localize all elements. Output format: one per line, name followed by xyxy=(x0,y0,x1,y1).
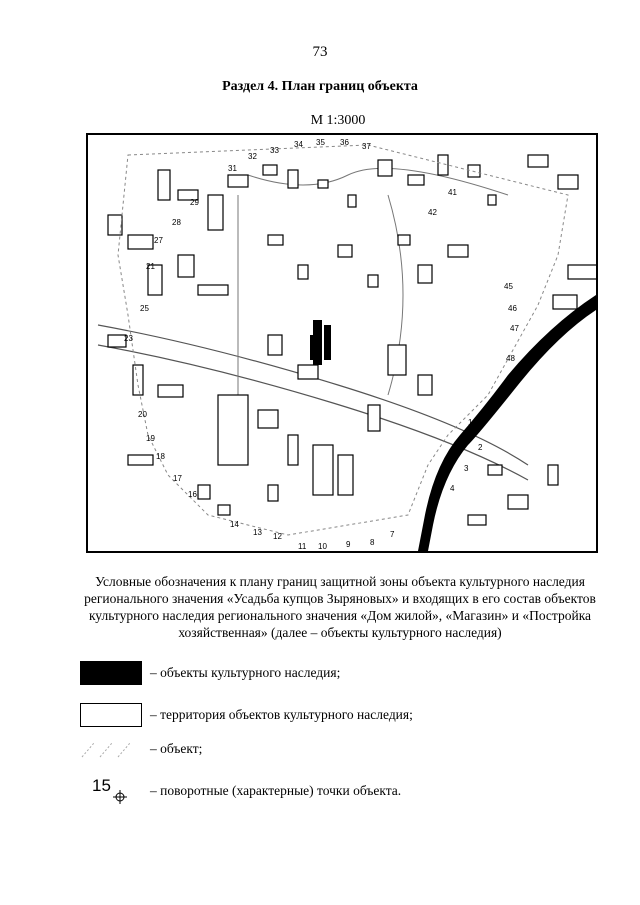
svg-text:45: 45 xyxy=(504,282,513,291)
boundary-plan-map xyxy=(86,133,598,553)
legend-title: Условные обозначения к плану границ защитной зоны объекта культурного наследия регионального значения «Усадьба купцов Зыряновых» и входящих в его состав объектов культурного наследия регионального значения «Дом жилой», «Магазин» и «Постройка хозяйственная» (далее – объекты культурного наследия) xyxy=(84,574,596,640)
svg-text:11: 11 xyxy=(298,542,307,551)
svg-text:25: 25 xyxy=(140,304,149,313)
svg-text:17: 17 xyxy=(173,474,182,483)
svg-text:42: 42 xyxy=(428,208,437,217)
svg-text:37: 37 xyxy=(362,142,371,151)
svg-text:21: 21 xyxy=(146,262,155,271)
legend-label: – объекты культурного наследия; xyxy=(150,665,341,680)
svg-text:27: 27 xyxy=(154,236,163,245)
svg-text:1: 1 xyxy=(468,418,473,427)
legend-label: – поворотные (характерные) точки объекта. xyxy=(150,783,402,798)
svg-text:47: 47 xyxy=(510,324,519,333)
black-swatch xyxy=(80,661,142,685)
svg-text:48: 48 xyxy=(506,354,515,363)
svg-text:34: 34 xyxy=(294,140,303,149)
svg-text:33: 33 xyxy=(270,146,279,155)
svg-text:23: 23 xyxy=(124,334,133,343)
svg-text:6: 6 xyxy=(426,510,431,519)
outlined-swatch xyxy=(80,703,142,727)
svg-text:28: 28 xyxy=(172,218,181,227)
svg-text:14: 14 xyxy=(230,520,239,529)
svg-text:12: 12 xyxy=(273,532,282,541)
buildings xyxy=(108,155,596,525)
svg-text:46: 46 xyxy=(508,304,517,313)
svg-text:35: 35 xyxy=(316,138,325,147)
dashed-boundary-swatch xyxy=(80,737,142,761)
legend-item-heritage-territory xyxy=(80,703,413,727)
svg-text:13: 13 xyxy=(253,528,262,537)
map-canvas xyxy=(88,135,596,551)
legend-label: – территория объектов культурного наследия; xyxy=(150,707,413,722)
svg-text:7: 7 xyxy=(390,530,395,539)
svg-text:29: 29 xyxy=(190,198,199,207)
svg-text:36: 36 xyxy=(340,138,349,147)
svg-text:41: 41 xyxy=(448,188,457,197)
svg-text:2: 2 xyxy=(478,443,483,452)
svg-text:20: 20 xyxy=(138,410,147,419)
turning-point-symbol xyxy=(80,778,142,804)
section-title: Раздел 4. План границ объекта xyxy=(222,79,418,94)
svg-text:3: 3 xyxy=(464,464,469,473)
svg-text:8: 8 xyxy=(370,538,375,547)
svg-text:4: 4 xyxy=(450,484,455,493)
svg-text:10: 10 xyxy=(318,542,327,551)
legend-item-turning-points xyxy=(80,778,401,804)
svg-text:31: 31 xyxy=(228,164,237,173)
legend-item-heritage-objects xyxy=(80,661,340,685)
page-number: 73 xyxy=(312,44,328,60)
svg-text:16: 16 xyxy=(188,490,197,499)
svg-text:32: 32 xyxy=(248,152,257,161)
svg-text:19: 19 xyxy=(146,434,155,443)
legend-item-object xyxy=(80,737,202,761)
svg-text:9: 9 xyxy=(346,540,351,549)
heritage-objects xyxy=(310,320,331,365)
legend-label: – объект; xyxy=(150,741,203,756)
crosshair-icon xyxy=(113,790,127,804)
map-scale: М 1:3000 xyxy=(310,113,366,128)
point-number: 15 xyxy=(92,776,111,795)
svg-text:18: 18 xyxy=(156,452,165,461)
